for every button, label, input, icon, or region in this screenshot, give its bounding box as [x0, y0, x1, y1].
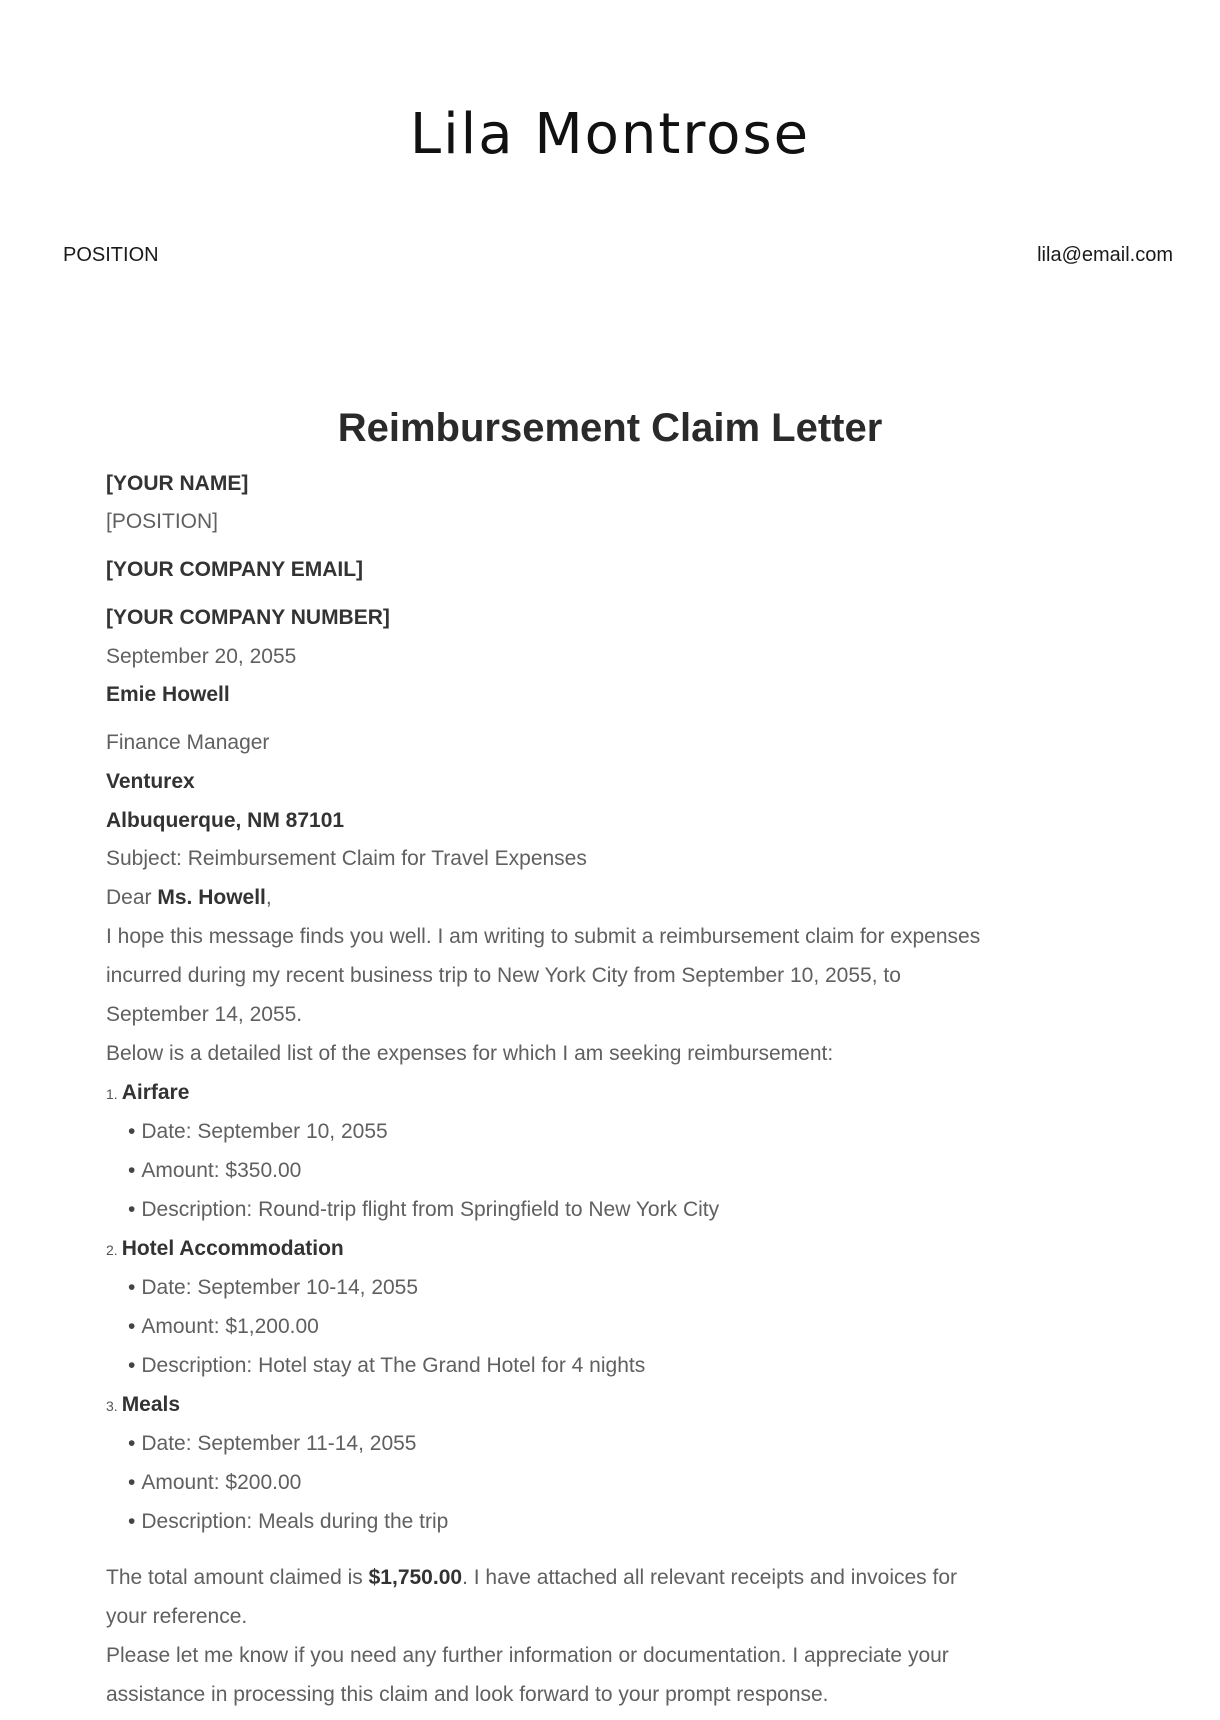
sender-company-number: [YOUR COMPANY NUMBER]	[106, 606, 390, 629]
recipient-address: Albuquerque, NM 87101	[106, 809, 345, 832]
expense-date-text: Date: September 10-14, 2055	[141, 1276, 419, 1299]
recipient-name: Emie Howell	[106, 683, 230, 706]
bullet-icon: •	[128, 1159, 136, 1182]
list-number: 1.	[106, 1086, 118, 1102]
expense-title: Meals	[121, 1393, 181, 1416]
closing-line-2: assistance in processing this claim and look forward to your prompt response.	[106, 1683, 829, 1706]
expense-date	[128, 1276, 418, 1300]
closing-line-1: Please let me know if you need any further information or documentation. I appreciate your	[106, 1644, 949, 1667]
expense-date-text: Date: September 10, 2055	[141, 1120, 388, 1143]
sender-name: [YOUR NAME]	[106, 472, 249, 495]
expense-amount-text: Amount: $350.00	[141, 1159, 302, 1182]
expense-item-meals	[106, 1393, 180, 1417]
expense-amount-text: Amount: $1,200.00	[141, 1315, 319, 1338]
salutation-suffix: ,	[265, 886, 272, 909]
expense-amount	[128, 1315, 319, 1339]
recipient-title: Finance Manager	[106, 731, 270, 754]
bullet-icon: •	[128, 1510, 136, 1533]
total-line-1	[106, 1566, 957, 1590]
expense-date-text: Date: September 11-14, 2055	[141, 1432, 417, 1455]
bullet-icon: •	[128, 1120, 136, 1143]
expense-date	[128, 1120, 388, 1144]
salutation	[106, 886, 272, 910]
author-email: lila@email.com	[1037, 244, 1173, 266]
letter-subject: Subject: Reimbursement Claim for Travel Expenses	[106, 847, 587, 870]
expense-description	[128, 1354, 645, 1378]
bullet-icon: •	[128, 1276, 136, 1299]
intro-line-2: incurred during my recent business trip to New York City from September 10, 2055, to	[106, 964, 901, 987]
recipient-company: Venturex	[106, 770, 195, 793]
total-suffix: . I have attached all relevant receipts and invoices for	[462, 1566, 958, 1589]
bullet-icon: •	[128, 1198, 136, 1221]
bullet-icon: •	[128, 1471, 136, 1494]
letter-date: September 20, 2055	[106, 645, 297, 668]
expense-date	[128, 1432, 416, 1456]
intro-line-1: I hope this message finds you well. I am writing to submit a reimbursement claim for expenses	[106, 925, 981, 948]
bullet-icon: •	[128, 1315, 136, 1338]
expense-description-text: Description: Hotel stay at The Grand Hotel for 4 nights	[141, 1354, 646, 1377]
list-intro: Below is a detailed list of the expenses for which I am seeking reimbursement:	[106, 1042, 834, 1065]
author-name: Lila Montrose	[409, 102, 811, 167]
expense-amount	[128, 1471, 301, 1495]
document-title: Reimbursement Claim Letter	[337, 406, 883, 450]
expense-item-airfare	[106, 1081, 189, 1105]
sender-company-email: [YOUR COMPANY EMAIL]	[106, 558, 364, 581]
expense-amount	[128, 1159, 301, 1183]
expense-description-text: Description: Meals during the trip	[141, 1510, 449, 1533]
total-line-2: your reference.	[106, 1605, 248, 1628]
salutation-prefix: Dear	[106, 886, 158, 909]
expense-description-text: Description: Round-trip flight from Springfield to New York City	[141, 1198, 720, 1221]
total-amount: $1,750.00	[368, 1566, 463, 1589]
list-number: 3.	[106, 1398, 118, 1414]
expense-description	[128, 1198, 719, 1222]
expense-amount-text: Amount: $200.00	[141, 1471, 302, 1494]
bullet-icon: •	[128, 1432, 136, 1455]
expense-item-hotel	[106, 1237, 344, 1261]
expense-title: Hotel Accommodation	[121, 1237, 344, 1260]
expense-description	[128, 1510, 448, 1534]
list-number: 2.	[106, 1242, 118, 1258]
author-position: POSITION	[63, 244, 159, 266]
total-prefix: The total amount claimed is	[106, 1566, 369, 1589]
salutation-name: Ms. Howell	[157, 886, 266, 909]
sender-position: [POSITION]	[106, 510, 219, 533]
intro-line-3: September 14, 2055.	[106, 1003, 303, 1026]
expense-title: Airfare	[121, 1081, 190, 1104]
bullet-icon: •	[128, 1354, 136, 1377]
